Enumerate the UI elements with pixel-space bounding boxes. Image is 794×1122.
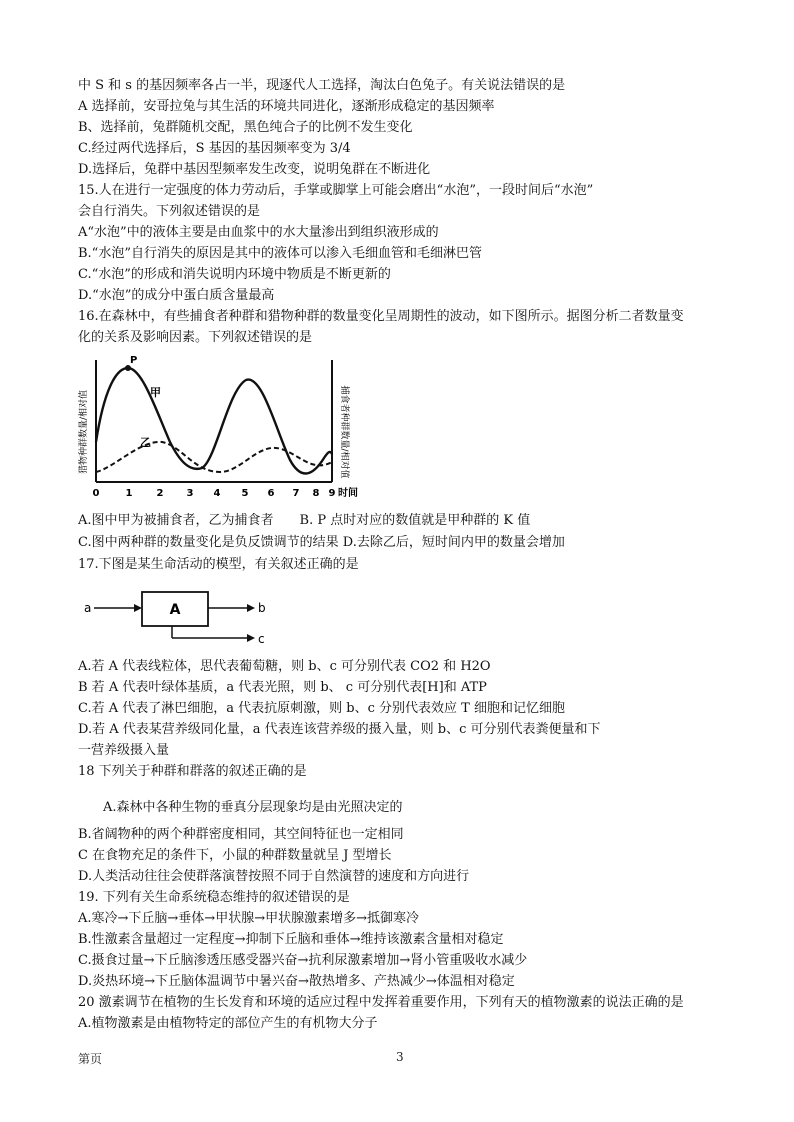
x-unit-label: 时间 (338, 488, 358, 499)
option-c: C.“水泡”的形成和消失说明内环境中物质是不断更新的 (78, 267, 391, 282)
option-a: A“水泡”中的液体主要是由血浆中的水大量渗出到组织液形成的 (78, 225, 439, 240)
text-line: 化的关系及影响因素。下列叙述错误的是 (78, 330, 313, 345)
text-line: B、选择前，兔群随机交配，黑色纯合子的比例不发生变化 (78, 120, 413, 135)
y-left-label: 猎物种群数量/相对值 (79, 389, 89, 475)
x-tick: 7 (292, 488, 300, 499)
text-line: A 选择前，安哥拉兔与其生活的环境共同进化，逐渐形成稳定的基因频率 (78, 99, 495, 114)
question-18: 18 下列关于种群和群落的叙述正确的是 (78, 764, 307, 779)
x-tick: 8 (312, 488, 320, 499)
option-c: C.若 A 代表了淋巴细胞，a 代表抗原刺激，则 b、c 分别代表效应 T 细胞和记忆细胞 (78, 701, 565, 716)
x-tick: 4 (213, 488, 221, 499)
option-a: A.森林中各种生物的垂真分层现象均是由光照决定的 (103, 800, 403, 815)
output-b-label: b (258, 601, 266, 615)
option-b: B.“水泡”自行消失的原因是其中的液体可以渗入毛细血管和毛细淋巴管 (78, 246, 482, 261)
question-20: 20 激素调节在植物的生长发育和环境的适应过程中发挥着重要作用，下列有天的植物激素的说法正确的是 (78, 995, 684, 1010)
question-16: 16.在森林中，有些捕食者种群和猎物种群的数量变化呈周期性的波动，如下图所示。据图分析二者数量变 (78, 309, 684, 324)
input-label: a (84, 601, 92, 615)
x-tick: 5 (241, 488, 249, 499)
option-a: A.若 A 代表线粒体，思代表葡萄糖，则 b、c 可分别代表 CO2 和 H2O (78, 659, 491, 674)
text-line: D.选择后，兔群中基因型频率发生改变，说明兔群在不断进化 (78, 162, 431, 177)
option-b: B.省阔物种的两个种群密度相同，其空间特征也一定相同 (78, 827, 404, 842)
option-d: D.“水泡”的成分中蛋白质含量最高 (78, 288, 275, 303)
population-cycle-figure (70, 350, 360, 510)
question-15: 15.人在进行一定强度的体力劳动后，手掌或脚掌上可能会磨出“水泡”，一段时间后“水泡” (78, 183, 594, 198)
x-tick-labels (93, 488, 336, 499)
option-b: B 若 A 代表叶绿体基质，a 代表光照，则 b、 c 可分别代表[H]和 ATP (78, 680, 487, 695)
option-d: D.炎热环境→下丘脑体温调节中暑兴奋→散热增多、产热减少→体温相对稳定 (78, 974, 515, 989)
arrow-head-icon (247, 604, 255, 612)
question-17: 17.下图是某生命活动的模型，有关叙述正确的是 (78, 557, 359, 572)
text-line: 一营养级摄入量 (78, 743, 170, 758)
footer-label: 第页 (78, 1052, 103, 1066)
text-line: 会自行消失。下列叙述错误的是 (78, 204, 261, 219)
option-c: C 在食物充足的条件下，小鼠的种群数量就呈 J 型增长 (78, 848, 392, 863)
point-p-label: P (130, 355, 138, 366)
arrow-head-icon (134, 604, 142, 612)
option-a: A.寒冷→下丘脑→垂体→甲状腺→甲状腺激素增多→抵御寒冷 (78, 911, 419, 926)
x-tick: 9 (328, 488, 336, 499)
x-tick: 1 (125, 488, 133, 499)
text-line: 中 S 和 s 的基因频率各占一半，现逐代人工选择，淘汰白色兔子。有关说法错误的是 (78, 78, 566, 93)
option-d: D.人类活动往往会使群落演替按照不同于自然演替的速度和方向进行 (78, 869, 470, 884)
life-activity-model-figure (80, 586, 280, 650)
box-a-label: A (169, 602, 181, 618)
arrow-head-icon (247, 634, 255, 642)
q16-options-cd: C.图中两种群的数量变化是负反馈调节的结果 D.去除乙后，短时间内甲的数量会增加 (78, 535, 565, 550)
text-line: C.经过两代选择后，S 基因的基因频率变为 3/4 (78, 141, 351, 156)
x-tick: 2 (156, 488, 164, 499)
option-a: A.植物激素是由植物特定的部位产生的有机物大分子 (78, 1016, 378, 1031)
y-right-label: 捕食者种群数量/相对值 (339, 385, 349, 479)
x-tick: 3 (186, 488, 194, 499)
option-d: D.若 A 代表某营养级同化量，a 代表连该营养级的摄入量，则 b、c 可分别代表粪便量和下 (78, 722, 601, 737)
output-c-label: c (258, 632, 265, 646)
q16-options-ab: A.图中甲为被捕食者，乙为捕食者 B. P 点时对应的数值就是甲种群的 K 值 (78, 513, 531, 528)
x-tick: 6 (267, 488, 275, 499)
curve-yi-label: 乙 (140, 436, 151, 449)
curve-jia (96, 368, 332, 473)
question-19: 19. 下列有关生命系统稳态维持的叙述错误的是 (78, 890, 350, 905)
option-b: B.性激素含量超过一定程度→抑制下丘脑和垂体→维持该激素含量相对稳定 (78, 932, 504, 947)
curve-jia-label: 甲 (150, 386, 161, 399)
page-number: 3 (396, 1050, 404, 1064)
x-tick: 0 (92, 488, 100, 499)
option-c: C.摄食过量→下丘脑渗透压感受器兴奋→抗利尿激素增加→肾小管重吸收水减少 (78, 953, 528, 968)
